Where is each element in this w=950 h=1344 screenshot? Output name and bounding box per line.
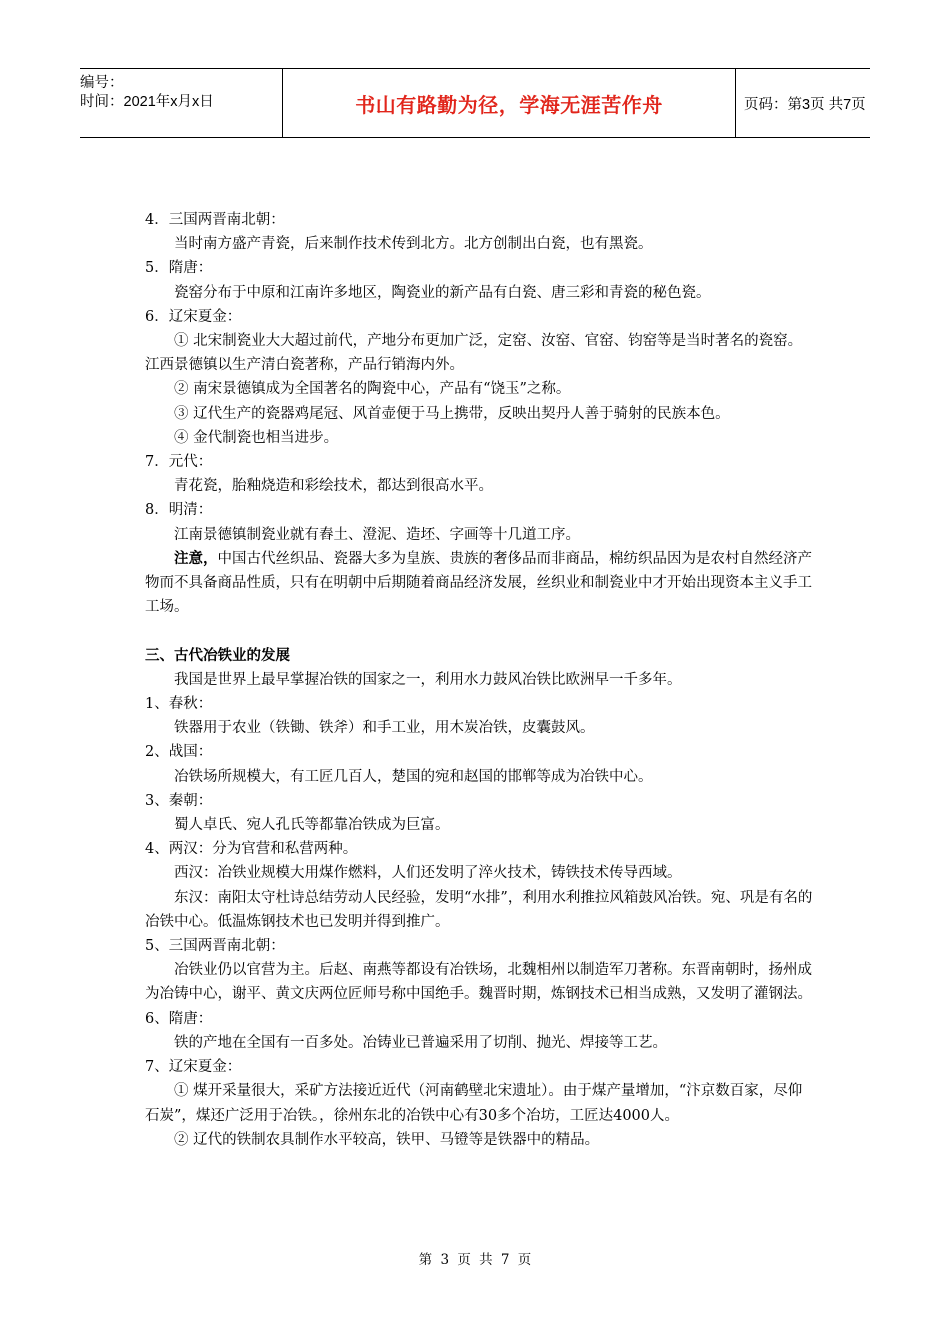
porcelain-heading-6: 6．辽宋夏金： [145, 308, 242, 325]
section-title-iron: 三、古代冶铁业的发展 [145, 647, 290, 664]
porcelain-paragraph: ② 南宋景德镇成为全国著名的陶瓷中心，产品有“饶玉”之称。 [174, 381, 571, 398]
iron-heading-2: 2、战国： [145, 744, 213, 761]
porcelain-paragraph: 当时南方盛产青瓷，后来制作技术传到北方。北方创制出白瓷，也有黑瓷。 [174, 236, 653, 253]
porcelain-paragraph: 江南景德镇制瓷业就有舂土、澄泥、造坯、字画等十几道工序。 [174, 526, 580, 543]
iron-heading-7: 7、辽宋夏金： [145, 1059, 242, 1076]
iron-paragraph: 铁的产地在全国有一百多处。冶铸业已普遍采用了切削、抛光、焊接等工艺。 [174, 1034, 667, 1051]
note-paragraph [145, 547, 815, 620]
section-spacer [145, 619, 815, 643]
header-page-info: 页码：第3页 共7页 [744, 96, 866, 113]
iron-heading-4: 4、两汉：分为官营和私营两种。 [145, 841, 358, 858]
page-footer: 第 3 页 共 7 页 [418, 1252, 532, 1268]
iron-paragraph: 冶铁业仍以官营为主。后赵、南燕等都设有冶铁场，北魏相州以制造军刀著称。东晋南朝时，扬州成为冶铸中心，谢平、黄文庆两位匠师号称中国绝手。魏晋时期，炼钢技术已相当成熟，又发明了灌钢法。 [145, 962, 812, 1003]
page-header [80, 68, 870, 138]
iron-intro: 我国是世界上最早掌握冶铁的国家之一，利用水力鼓风冶铁比欧洲早一千多年。 [174, 671, 682, 688]
iron-paragraph: 蜀人卓氏、宛人孔氏等都靠冶铁成为巨富。 [174, 817, 450, 834]
iron-heading-5: 5、三国两晋南北朝： [145, 938, 285, 955]
iron-paragraph: 西汉：冶铁业规模大用煤作燃料，人们还发明了淬火技术，铸铁技术传导西域。 [174, 865, 682, 882]
document-body [145, 208, 815, 1152]
header-page-cell [736, 69, 870, 137]
header-motto-cell [282, 69, 736, 137]
iron-heading-1: 1、春秋： [145, 696, 213, 713]
iron-paragraph: 冶铁场所规模大，有工匠几百人，楚国的宛和赵国的邯郸等成为冶铁中心。 [174, 768, 653, 785]
iron-heading-6: 6、隋唐： [145, 1010, 213, 1027]
porcelain-paragraph: ① 北宋制瓷业大大超过前代，产地分布更加广泛，定窑、汝窑、官窑、钧窑等是当时著名的瓷窑。江西景德镇以生产清白瓷著称，产品行销海内外。 [145, 333, 803, 374]
iron-heading-3: 3、秦朝： [145, 792, 213, 809]
porcelain-paragraph: ③ 辽代生产的瓷器鸡尾冠、风首壶便于马上携带，反映出契丹人善于骑射的民族本色。 [174, 405, 730, 422]
porcelain-paragraph: 青花瓷，胎釉烧造和彩绘技术，都达到很高水平。 [174, 478, 493, 495]
note-text: 中国古代丝织品、瓷器大多为皇族、贵族的奢侈品而非商品，棉纺织品因为是农村自然经济产物而不具备商品性质，只有在明朝中后期随着商品经济发展，丝织业和制瓷业中才开始出现资本主义手工工场。 [145, 550, 812, 616]
porcelain-heading-7: 7．元代： [145, 454, 213, 471]
document-date: 时间：2021年x月x日 [80, 94, 214, 110]
header-left-cell [80, 69, 282, 137]
porcelain-heading-8: 8．明清： [145, 502, 213, 519]
porcelain-heading-5: 5．隋唐： [145, 260, 213, 277]
porcelain-heading-4: 4．三国两晋南北朝： [145, 212, 285, 228]
iron-paragraph: 东汉：南阳太守杜诗总结劳动人民经验，发明“水排”，利用水利推拉风箱鼓风冶铁。宛、巩是有名的冶铁中心。低温炼钢技术也已发明并得到推广。 [145, 889, 813, 930]
document-number-label: 编号： [80, 75, 124, 91]
note-label: 注意， [174, 550, 218, 567]
iron-paragraph: ② 辽代的铁制农具制作水平较高，铁甲、马镫等是铁器中的精品。 [174, 1131, 600, 1148]
header-motto: 书山有路勤为径，学海无涯苦作舟 [355, 92, 663, 117]
iron-paragraph: ① 煤开采量很大，采矿方法接近近代（河南鹤壁北宋遗址）。由于煤产量增加，“汴京数百家，尽仰石炭”，煤还广泛用于冶铁。，徐州东北的冶铁中心有30多个冶坊，工匠达4000人。 [145, 1083, 803, 1124]
iron-paragraph: 铁器用于农业（铁锄、铁斧）和手工业，用木炭冶铁，皮囊鼓风。 [174, 720, 595, 737]
porcelain-paragraph: ④ 金代制瓷也相当进步。 [174, 429, 339, 446]
porcelain-paragraph: 瓷窑分布于中原和江南许多地区，陶瓷业的新产品有白瓷、唐三彩和青瓷的秘色瓷。 [174, 284, 711, 301]
